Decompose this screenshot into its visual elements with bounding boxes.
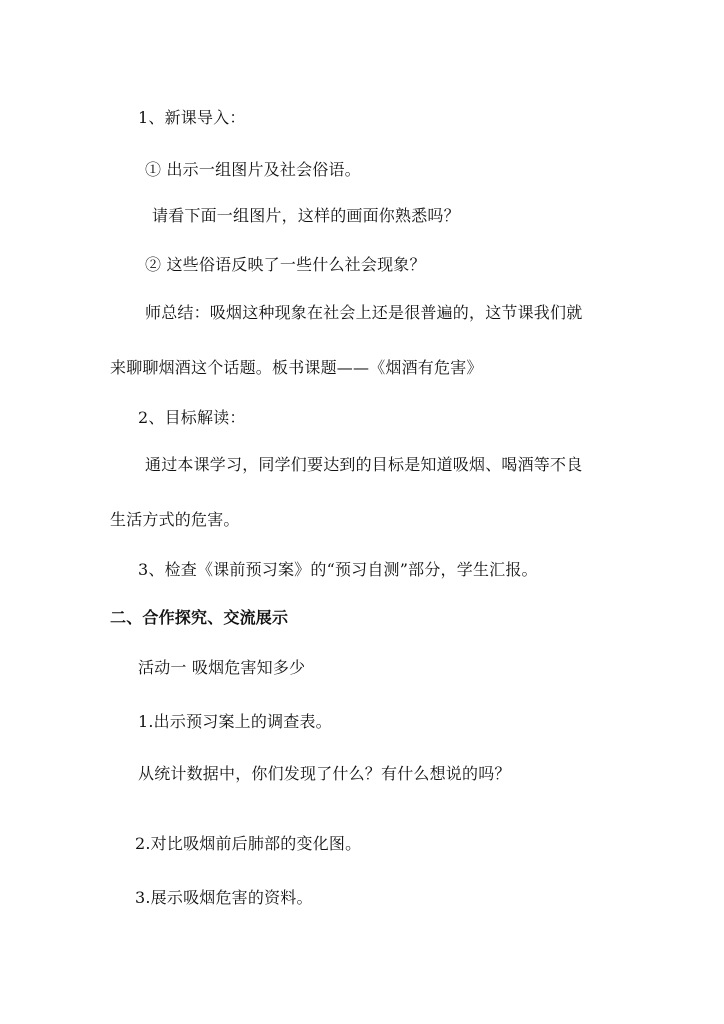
paragraph-question-phenomenon: ② 这些俗语反映了一些什么社会现象？ xyxy=(145,255,426,274)
paragraph-teacher-summary-cont: 来聊聊烟酒这个话题。板书课题——《烟酒有危害》 xyxy=(110,358,483,377)
paragraph-goal: 通过本课学习，同学们要达到的目标是知道吸烟、喝酒等不良 xyxy=(145,455,583,474)
paragraph-show-pictures: ① 出示一组图片及社会俗语。 xyxy=(145,160,361,179)
section-item-check-preview: 3、检查《课前预习案》的“预习自测”部分，学生汇报。 xyxy=(138,560,538,579)
section-item-new-lesson: 1、新课导入： xyxy=(138,108,246,127)
activity-step-1: 1.出示预习案上的调查表。 xyxy=(138,712,332,731)
paragraph-goal-cont: 生活方式的危害。 xyxy=(110,510,240,529)
activity-step-2: 2.对比吸烟前后肺部的变化图。 xyxy=(135,834,362,853)
activity-step-3: 3.展示吸烟危害的资料。 xyxy=(135,888,313,907)
section-item-goal-reading: 2、目标解读： xyxy=(138,408,246,427)
paragraph-teacher-summary: 师总结：吸烟这种现象在社会上还是很普遍的，这节课我们就 xyxy=(145,303,583,322)
activity-title: 活动一 吸烟危害知多少 xyxy=(138,658,306,677)
paragraph-statistics-question: 从统计数据中，你们发现了什么？有什么想说的吗？ xyxy=(138,764,511,783)
paragraph-question-familiar: 请看下面一组图片，这样的画面你熟悉吗？ xyxy=(152,206,460,225)
section-heading-cooperation: 二、合作探究、交流展示 xyxy=(110,608,289,627)
